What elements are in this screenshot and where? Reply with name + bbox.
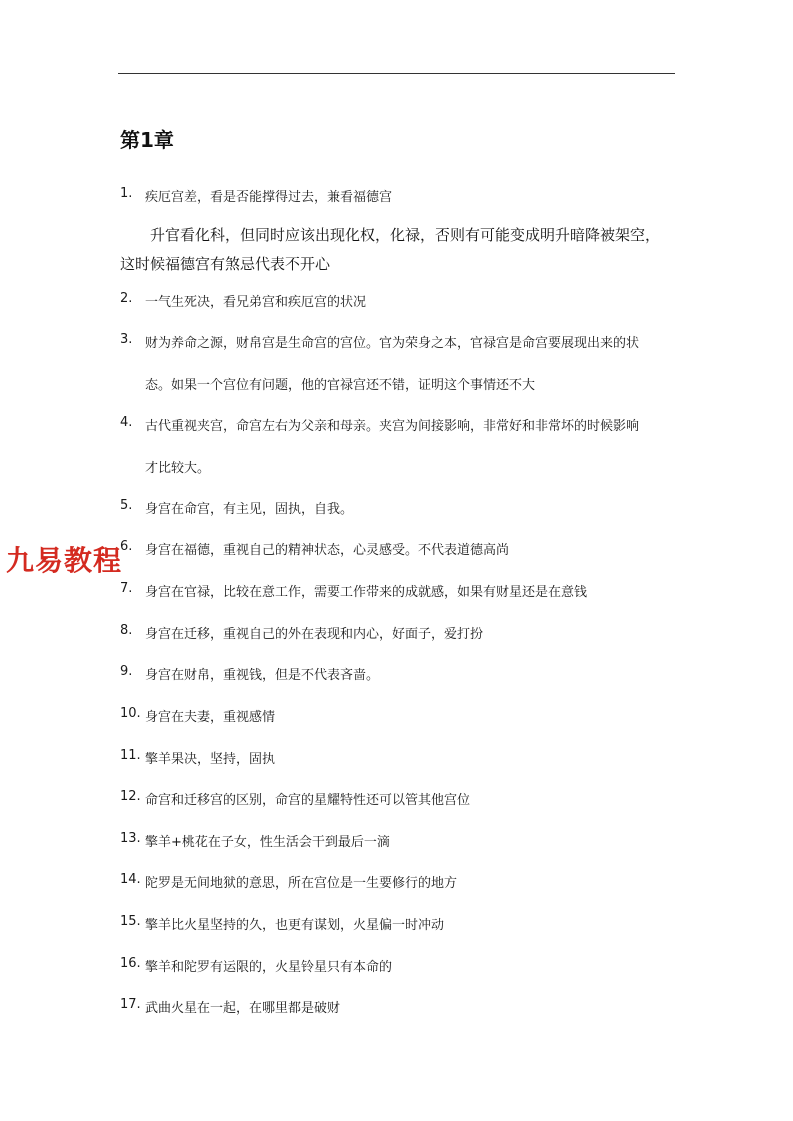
item-number: 13. — [120, 831, 141, 846]
item-number: 2. — [120, 291, 133, 306]
item-text-continuation: 态。如果一个宫位有问题，他的官禄宫还不错，证明这个事情还不大 — [145, 378, 536, 393]
item-number: 14. — [120, 872, 141, 887]
chapter-title: 第1章 — [120, 128, 174, 152]
item-number: 17. — [120, 997, 141, 1012]
item-text: 擎羊比火星坚持的久，也更有谋划，火星偏一时冲动 — [145, 918, 445, 933]
item-text: 古代重视夹宫，命宫左右为父亲和母亲。夹宫为间接影响，非常好和非常坏的时候影响 — [145, 419, 640, 434]
item-text: 身宫在迁移，重视自己的外在表现和内心，好面子，爱打扮 — [145, 627, 484, 642]
item-number: 15. — [120, 914, 141, 929]
item-text: 擎羊+桃花在子女，性生活会干到最后一滴 — [145, 835, 390, 850]
item-text: 身宫在官禄，比较在意工作，需要工作带来的成就感，如果有财星还是在意钱 — [145, 585, 588, 600]
item-number: 10. — [120, 706, 141, 721]
header-rule — [118, 73, 675, 74]
item-text: 身宫在命宫，有主见，固执，自我。 — [145, 502, 354, 517]
item-text: 财为养命之源，财帛宫是生命宫的宫位。官为荣身之本，官禄宫是命宫要展现出来的状 — [145, 336, 640, 351]
item-text: 命宫和迁移宫的区别，命宫的星耀特性还可以管其他宫位 — [145, 793, 471, 808]
item-number: 5. — [120, 498, 133, 513]
item-number: 1. — [120, 186, 133, 201]
item-text: 身宫在财帛，重视钱，但是不代表吝啬。 — [145, 668, 380, 683]
watermark-logo: 九易教程 — [6, 544, 123, 577]
item-text: 擎羊果决，坚持，固执 — [145, 752, 276, 767]
paragraph-line-1: 升官看化科，但同时应该出现化权，化禄，否则有可能变成明升暗降被架空， — [150, 226, 661, 244]
item-number: 12. — [120, 789, 141, 804]
item-number: 8. — [120, 623, 133, 638]
item-number: 9. — [120, 664, 133, 679]
item-text: 武曲火星在一起，在哪里都是破财 — [145, 1001, 341, 1016]
item-number: 6. — [120, 539, 133, 554]
item-text: 身宫在夫妻，重视感情 — [145, 710, 276, 725]
item-number: 11. — [120, 748, 141, 763]
item-text: 陀罗是无间地狱的意思，所在宫位是一生要修行的地方 — [145, 876, 458, 891]
item-text: 一气生死决，看兄弟宫和疾厄宫的状况 — [145, 295, 367, 310]
item-text: 身宫在福德，重视自己的精神状态，心灵感受。不代表道德高尚 — [145, 543, 510, 558]
item-number: 3. — [120, 332, 133, 347]
item-text: 疾厄宫差，看是否能撑得过去，兼看福德宫 — [145, 190, 393, 205]
paragraph-line-2: 这时候福德宫有煞忌代表不开心 — [120, 255, 331, 273]
item-number: 4. — [120, 415, 133, 430]
item-number: 7. — [120, 581, 133, 596]
item-text: 擎羊和陀罗有运限的，火星铃星只有本命的 — [145, 960, 393, 975]
item-text-continuation: 才比较大。 — [145, 461, 211, 476]
item-number: 16. — [120, 956, 141, 971]
